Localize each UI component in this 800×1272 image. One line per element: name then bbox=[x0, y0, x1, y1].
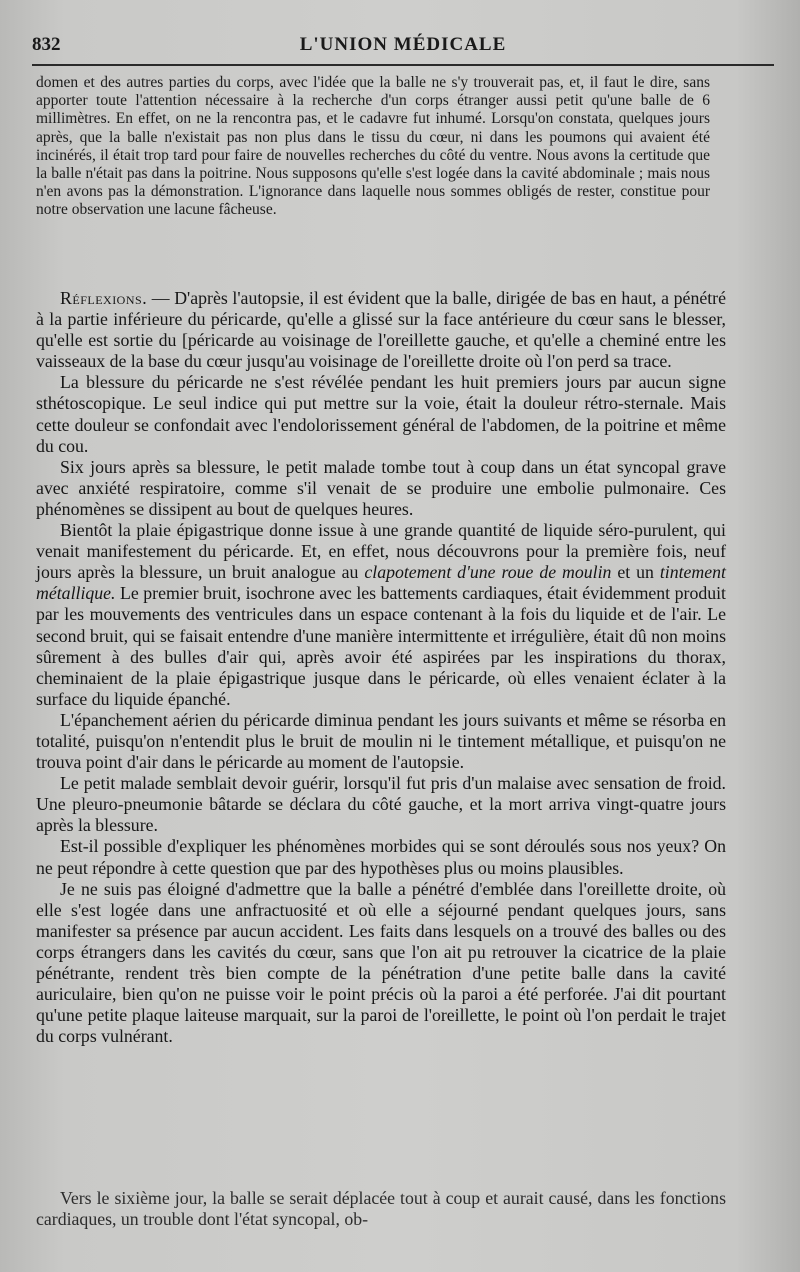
reflexions-text: — D'après l'autopsie, il est évident que la balle, dirigée de bas en haut, a pénétré à la partie inférieure du péricarde, qu'elle a glissé sur la face antérieure du cœur sans le blesser, qu'elle est sortie du [péricarde au voisinage de l'oreillette gauche, et qu'elle a cheminé entre les vaisseaux de la base du cœur jusqu'au voisinage de l'oreillette droite où l'on perd sa trace. bbox=[36, 288, 726, 372]
bruit-text-3: Le premier bruit, isochrone avec les battements cardiaques, était évidemment produit par les mouvements des ventricules dans un espace contenant à la fois du liquide et de l'air. Le second bruit, qui se faisait entendre d'une manière intermittente et irrégulière, était dû non moins sûrement à des bulles d'air qui, après avoir été aspirées par les inspirations du thorax, cheminaient de la plaie épigastrique jusque dans le péricarde, où elles venaient éclater à la surface du liquide épanché. bbox=[36, 583, 726, 709]
reflexions-paragraph bbox=[36, 288, 726, 372]
paragraph-question: Est-il possible d'expliquer les phénomènes morbides qui se sont déroulés sous nos yeux? On ne peut répondre à cette question que par des hypothèses plus ou moins plausibles. bbox=[36, 836, 726, 878]
paragraph-six-jours: Six jours après sa blessure, le petit malade tombe tout à coup dans un état syncopal grave avec anxiété respiratoire, comme s'il venait de se produire une embolie pulmonaire. Ces phénomènes se dissipent au bout de quelques heures. bbox=[36, 456, 726, 519]
page-number: 832 bbox=[32, 34, 61, 55]
bruit-italic-clapotement: clapotement d'une roue de moulin bbox=[364, 562, 612, 583]
paragraph-bruits bbox=[36, 520, 726, 710]
final-paragraph-text: Vers le sixième jour, la balle se serait déplacée tout à coup et aurait causé, dans les fonctions cardiaques, un trouble dont l'état syncopal, ob- bbox=[36, 1188, 726, 1230]
reflexions-heading: Réflexions. bbox=[60, 288, 148, 308]
paragraph-hypothese: Je ne suis pas éloigné d'admettre que la balle a pénétré d'emblée dans l'oreillette droite, où elle s'est logée dans une anfractuosité et où elle a séjourné pendant quelques jours, sans manifester sa présence par aucun accident. Les faits dans lesquels on a trouvé des balles ou des corps étrangers dans les cavités du cœur, sans que l'on ait pu retrouver la cicatrice de la plaie pénétrante, rendent très bien compte de la pénétration d'une petite balle dans la cavité auriculaire, bien qu'on ne puisse voir le point précis où la paroi a été perforée. J'ai dit pourtant qu'une petite plaque laiteuse marquait, sur la paroi de l'oreillette, le point où l'on perdait le trajet du corps vulnérant. bbox=[36, 878, 726, 1047]
bruit-italic-tintement: tintement métallique. bbox=[36, 562, 726, 604]
paragraph-malaise: Le petit malade semblait devoir guérir, lorsqu'il fut pris d'un malaise avec sensation de froid. Une pleuro-pneumonie bâtarde se déclara du côté gauche, et la mort arriva vingt-quatre jours après la blessure. bbox=[36, 773, 726, 836]
running-title: L'UNION MÉDICALE bbox=[299, 34, 507, 55]
main-body-text bbox=[36, 288, 726, 1047]
bruit-text-2: et un bbox=[611, 562, 660, 583]
paragraph-pericarde-blessure: La blessure du péricarde ne s'est révélée pendant les huit premiers jours par aucun signe sthétoscopique. Le seul indice qui put mettre sur la voie, était la douleur rétro-sternale. Mais cette douleur se confondait avec l'endolorissement général de l'abdomen, de la poitrine et même du cou. bbox=[36, 372, 726, 456]
small-print-paragraph bbox=[36, 74, 710, 220]
bruit-text-1: Bientôt la plaie épigastrique donne issue à une grande quantité de liquide séro-purulent, qui venait manifestement du péricarde. Et, en effet, nous découvrons pour la première fois, neuf jours après la blessure, un bruit analogue au bbox=[36, 520, 726, 583]
page-header bbox=[32, 30, 774, 66]
paragraph-epanchement: L'épanchement aérien du péricarde diminua pendant les jours suivants et même se résorba en totalité, puisqu'on n'entendit plus le bruit de moulin ni le tintement métallique, et puisqu'on ne trouva point d'air dans le péricarde au moment de l'autopsie. bbox=[36, 709, 726, 773]
small-print-text: domen et des autres parties du corps, avec l'idée que la balle ne s'y trouverait pas, et, il faut le dire, sans apporter toute l'attention nécessaire à la recherche d'un corps étranger aussi petit qu'une balle de 6 millimètres. En effet, on ne la rencontra pas, et le cadavre fut inhumé. Lorsqu'on constata, quelques jours après, que la balle n'existait pas non plus dans le tissu du cœur, ni dans les poumons qui avaient été incinérés, il était trop tard pour faire de nouvelles recherches du côté du ventre. Nous avons la certitude que la balle n'était pas dans la poitrine. Nous supposons qu'elle s'est logée dans la cavité abdominale ; mais nous n'en avons pas la démonstration. L'ignorance dans laquelle nous sommes obligés de rester, constitue pour notre observation une lacune fâcheuse. bbox=[36, 74, 710, 219]
final-paragraph bbox=[36, 1188, 726, 1230]
